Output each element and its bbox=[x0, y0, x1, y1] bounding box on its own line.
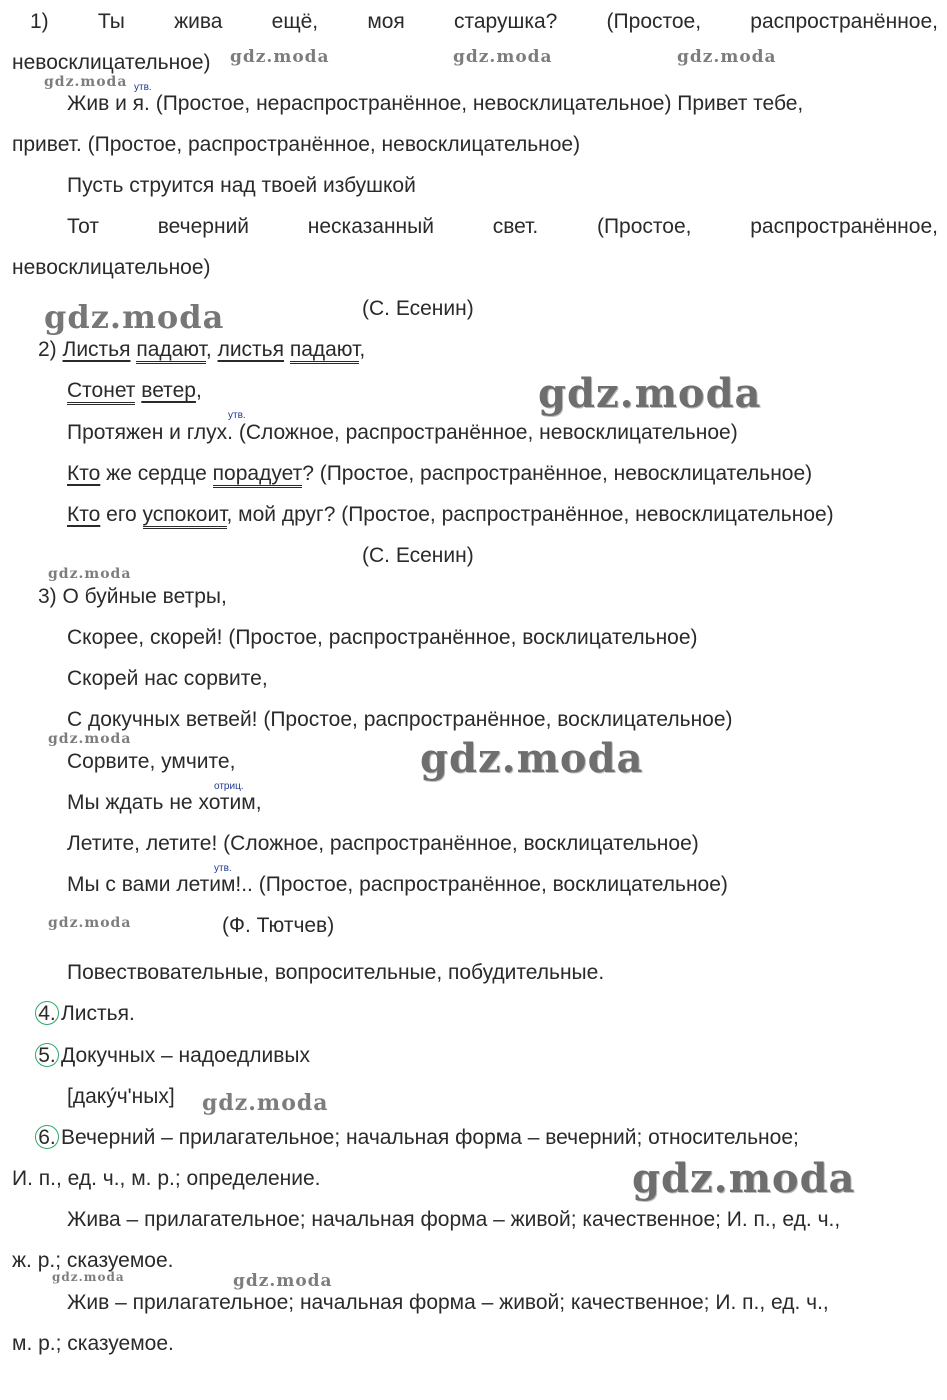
watermark: gdz.moda bbox=[233, 1271, 333, 1291]
task-6-line-6: м. р.; сказуемое. bbox=[12, 1332, 174, 1355]
ex1-word: старушка? bbox=[454, 10, 558, 33]
ex2-author: (С. Есенин) bbox=[362, 544, 474, 567]
ex3-line-6: Мы ждать не хотим, bbox=[67, 791, 262, 814]
ex1-word: (Простое, bbox=[606, 10, 702, 33]
ex1-word: Тот bbox=[67, 215, 100, 238]
task-5-text: Докучных – надоедливых bbox=[61, 1044, 310, 1067]
predicate-underlined: падают bbox=[136, 338, 206, 364]
watermark: gdz.moda bbox=[420, 735, 644, 782]
subject-underlined: ветер bbox=[141, 379, 196, 402]
ex1-line-1 bbox=[30, 9, 938, 35]
watermark: gdz.moda bbox=[44, 298, 225, 336]
ex2-text: ? (Простое, распространённое, невосклицательное) bbox=[302, 462, 813, 485]
watermark: gdz.moda bbox=[453, 47, 553, 67]
task-number-badge: 5. bbox=[35, 1043, 59, 1067]
ex1-word: 1) bbox=[30, 10, 49, 33]
ex2-line-1: 2) Листья падают, листья падают, bbox=[38, 337, 365, 363]
watermark: gdz.moda bbox=[48, 915, 132, 931]
ex1-line-3: Жив и я. (Простое, нераспространённое, невосклицательное) Привет тебе, bbox=[67, 92, 804, 115]
watermark: gdz.moda bbox=[632, 1155, 856, 1202]
task-6-line-1: Вечерний – прилагательное; начальная форма – вечерний; относительное; bbox=[61, 1126, 799, 1149]
note-affirmative: утв. bbox=[134, 82, 152, 93]
watermark: gdz.moda bbox=[44, 74, 128, 90]
task-4 bbox=[35, 1001, 135, 1027]
predicate-underlined: падают bbox=[290, 338, 360, 364]
subject-underlined: Кто bbox=[67, 503, 101, 526]
ex1-word: распространённое, bbox=[750, 10, 938, 33]
ex1-word: моя bbox=[367, 10, 405, 33]
ex2-number: 2) bbox=[38, 338, 57, 361]
predicate-underlined: успокоит bbox=[143, 503, 227, 529]
watermark: gdz.moda bbox=[48, 566, 132, 582]
ex2-line-2: Стонет ветер, bbox=[67, 378, 202, 404]
ex1-word: распространённое, bbox=[750, 215, 938, 238]
space bbox=[284, 338, 290, 361]
subject-underlined: Листья bbox=[62, 338, 131, 361]
task-5 bbox=[35, 1043, 310, 1069]
task-6-line-2: И. п., ед. ч., м. р.; определение. bbox=[12, 1167, 321, 1190]
ex2-line-3: Протяжен и глух. (Сложное, распространённое, невосклицательное) bbox=[67, 421, 738, 444]
task-number-badge: 6. bbox=[35, 1125, 59, 1149]
ex3-line-4: С докучных ветвей! (Простое, распространённое, восклицательное) bbox=[67, 708, 733, 731]
ex3-line-8: Мы с вами летим!.. (Простое, распространённое, восклицательное) bbox=[67, 873, 728, 896]
predicate-underlined: Стонет bbox=[67, 379, 135, 405]
ex2-text: его bbox=[106, 503, 137, 526]
ex1-word: свет. bbox=[492, 215, 539, 238]
ex1-word: ещё, bbox=[271, 10, 319, 33]
task-5-transcription: [даку́ч'ных] bbox=[67, 1085, 175, 1108]
task-6 bbox=[35, 1125, 799, 1151]
ex3-line-7: Летите, летите! (Сложное, распространённое, восклицательное) bbox=[67, 832, 699, 855]
watermark: gdz.moda bbox=[230, 47, 330, 67]
ex3-line-3: Скорей нас сорвите, bbox=[67, 667, 268, 690]
task-4-text: Листья. bbox=[61, 1002, 135, 1025]
watermark: gdz.moda bbox=[677, 47, 777, 67]
ex1-word: несказанный bbox=[307, 215, 434, 238]
note-affirmative: утв. bbox=[214, 863, 232, 874]
ex1-line-7: невосклицательное) bbox=[12, 256, 211, 279]
subject-underlined: Кто bbox=[67, 462, 101, 485]
task-6-line-4: ж. р.; сказуемое. bbox=[12, 1249, 174, 1272]
ex1-author: (С. Есенин) bbox=[362, 297, 474, 320]
predicate-underlined: порадует bbox=[213, 462, 303, 488]
watermark: gdz.moda bbox=[48, 731, 132, 747]
note-affirmative: утв. bbox=[228, 410, 246, 421]
task-6-line-5: Жив – прилагательное; начальная форма – живой; качественное; И. п., ед. ч., bbox=[67, 1291, 829, 1314]
watermark: gdz.moda bbox=[52, 1270, 125, 1284]
ex2-text: же сердце bbox=[106, 462, 207, 485]
ex2-line-5 bbox=[67, 502, 834, 528]
ex1-word: вечерний bbox=[157, 215, 250, 238]
watermark: gdz.moda bbox=[202, 1090, 329, 1116]
ex1-line-2: невосклицательное) bbox=[12, 51, 211, 74]
ex1-line-5: Пусть струится над твоей избушкой bbox=[67, 174, 416, 197]
ex1-word: (Простое, bbox=[596, 215, 692, 238]
watermark: gdz.moda bbox=[538, 370, 762, 417]
subject-underlined: листья bbox=[217, 338, 284, 361]
ex1-line-6 bbox=[67, 214, 938, 240]
ex3-line-5: Сорвите, умчите, bbox=[67, 750, 236, 773]
ex2-text: , мой друг? (Простое, распространённое, невосклицательное) bbox=[226, 503, 834, 526]
ex1-word: жива bbox=[174, 10, 223, 33]
ex1-word: Ты bbox=[97, 10, 125, 33]
ex2-line-4 bbox=[67, 461, 812, 487]
ex1-line-4: привет. (Простое, распространённое, невосклицательное) bbox=[12, 133, 581, 156]
sentence-types: Повествовательные, вопросительные, побудительные. bbox=[67, 961, 605, 984]
ex3-line-1: 3) О буйные ветры, bbox=[38, 585, 227, 608]
ex3-author: (Ф. Тютчев) bbox=[222, 914, 335, 937]
note-negative: отриц. bbox=[214, 781, 244, 792]
ex3-line-2: Скорее, скорей! (Простое, распространённое, восклицательное) bbox=[67, 626, 698, 649]
task-6-line-3: Жива – прилагательное; начальная форма – живой; качественное; И. п., ед. ч., bbox=[67, 1208, 841, 1231]
task-number-badge: 4. bbox=[35, 1001, 59, 1025]
